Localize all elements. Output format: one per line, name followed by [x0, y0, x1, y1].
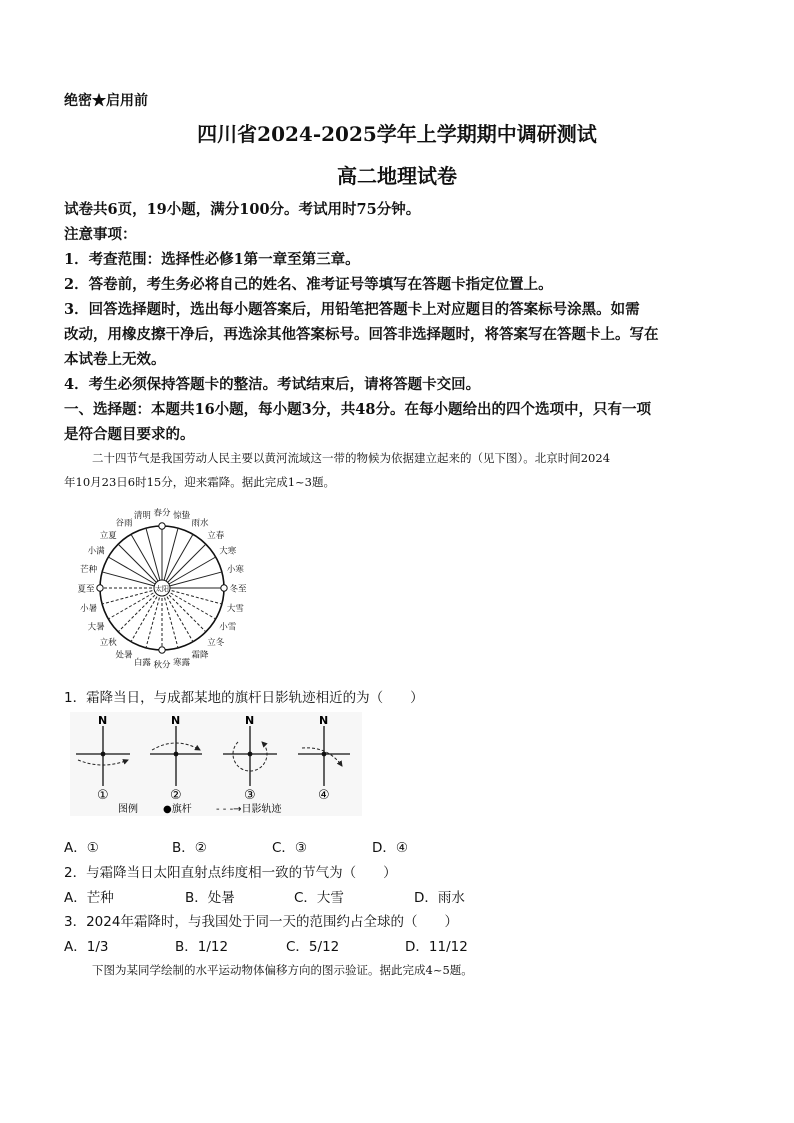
- panel-label: ③: [244, 788, 256, 803]
- solar-term-label: 小暑: [80, 604, 98, 615]
- panel-label: ①: [97, 788, 109, 803]
- solar-term-label: 白露: [133, 657, 151, 668]
- shadow-track-figure: [66, 712, 366, 816]
- spoke: [162, 588, 222, 604]
- solar-term-label: 立春: [207, 530, 225, 541]
- question-2-stem: 2．与霜降当日太阳直射点纬度相一致的节气为（ ）: [64, 865, 397, 881]
- option[interactable]: D．④: [372, 840, 408, 856]
- exam-subtitle: 高二地理试卷: [337, 164, 457, 188]
- option[interactable]: B．②: [172, 840, 207, 856]
- sun-label: 太阳: [155, 585, 169, 593]
- key-term-marker: [97, 585, 103, 591]
- panel-label: ④: [318, 788, 330, 803]
- solar-term-label: 立冬: [207, 638, 225, 649]
- north-label: N: [171, 714, 181, 727]
- question-3-stem: 3．2024年霜降时，与我国处于同一天的范围约占全球的（ ）: [64, 914, 458, 930]
- spoke: [102, 588, 162, 604]
- section-heading: 一、选择题：本题共16小题，每小题3分，共48分。在每小题给出的四个选项中，只有一项: [64, 401, 651, 418]
- passage-text: 二十四节气是我国劳动人民主要以黄河流域这一带的物候为依据建立起来的（见下图）。北京时间2024: [92, 451, 611, 465]
- notice-item: 3．回答选择题时，选出每小题答案后，用铅笔把答题卡上对应题目的答案标号涂黑。如需: [64, 301, 640, 318]
- notice-item: 改动，用橡皮擦干净后，再选涂其他答案标号。回答非选择题时，将答案写在答题卡上。写在: [64, 326, 659, 343]
- solar-term-label: 秋分: [153, 660, 171, 671]
- exam-title: 四川省2024-2025学年上学期期中调研测试: [197, 122, 597, 146]
- key-term-marker: [221, 585, 227, 591]
- option[interactable]: B．1/12: [175, 939, 229, 955]
- solar-term-label: 大雪: [226, 604, 244, 615]
- solar-term-label: 大暑: [87, 622, 105, 633]
- spoke: [102, 572, 162, 588]
- spoke: [162, 588, 206, 632]
- option[interactable]: D．雨水: [414, 890, 465, 906]
- solar-terms-diagram: [60, 500, 270, 672]
- solar-term-label: 大寒: [219, 546, 237, 557]
- solar-term-label: 霜降: [191, 650, 209, 661]
- question-1-stem: 1．霜降当日，与成都某地的旗杆日影轨迹相近的为（ ）: [64, 690, 424, 706]
- spoke: [146, 588, 162, 648]
- solar-term-label: 立夏: [99, 530, 117, 541]
- option[interactable]: B．处暑: [185, 890, 235, 906]
- spoke: [162, 572, 222, 588]
- passage-text: 下图为某同学绘制的水平运动物体偏移方向的图示验证。据此完成4~5题。: [92, 963, 473, 977]
- solar-term-label: 立秋: [99, 638, 117, 649]
- notice-item: 1．考查范围：选择性必修1第一章至第三章。: [64, 251, 360, 268]
- spoke: [146, 528, 162, 588]
- option[interactable]: A．芒种: [64, 890, 114, 906]
- solar-term-label: 谷雨: [115, 518, 133, 529]
- solar-term-label: 清明: [133, 511, 151, 522]
- notice-item: 2．答卷前，考生务必将自己的姓名、准考证号等填写在答题卡指定位置上。: [64, 276, 553, 293]
- solar-term-label: 小满: [87, 546, 105, 557]
- option[interactable]: C．5/12: [286, 939, 340, 955]
- option[interactable]: C．③: [272, 840, 308, 856]
- legend-track: - - -→日影轨迹: [216, 804, 282, 815]
- solar-term-label: 小雪: [219, 622, 237, 633]
- solar-term-label: 惊蛰: [173, 511, 191, 522]
- section-heading-cont: 是符合题目要求的。: [64, 426, 195, 443]
- solar-term-label: 夏至: [77, 584, 95, 595]
- key-term-marker: [159, 523, 165, 529]
- solar-term-label: 处暑: [115, 650, 133, 661]
- north-label: N: [98, 714, 108, 727]
- notice-item: 本试卷上无效。: [64, 351, 166, 368]
- solar-term-label: 寒露: [173, 657, 191, 668]
- legend-title: 图例: [118, 804, 138, 815]
- solar-term-label: 雨水: [191, 518, 209, 529]
- exam-intro: 试卷共6页，19小题，满分100分。考试用时75分钟。: [64, 201, 421, 218]
- spoke: [162, 528, 178, 588]
- north-label: N: [319, 714, 329, 727]
- solar-term-label: 冬至: [229, 584, 247, 595]
- option[interactable]: D．11/12: [405, 939, 468, 955]
- confidential-label: 绝密★启用前: [64, 93, 148, 109]
- solar-term-label: 芒种: [80, 564, 98, 575]
- north-label: N: [245, 714, 255, 727]
- spoke: [162, 588, 178, 648]
- panel-label: ②: [170, 788, 182, 803]
- notice-title: 注意事项：: [64, 226, 137, 243]
- passage-text: 年10月23日6时15分，迎来霜降。据此完成1~3题。: [64, 475, 335, 489]
- option[interactable]: A．①: [64, 840, 99, 856]
- option[interactable]: A．1/3: [64, 939, 109, 955]
- solar-term-label: 小寒: [226, 564, 244, 575]
- notice-item: 4．考生必须保持答题卡的整洁。考试结束后，请将答题卡交回。: [64, 376, 481, 393]
- key-term-marker: [159, 647, 165, 653]
- solar-term-label: 春分: [153, 508, 171, 519]
- option[interactable]: C．大雪: [294, 890, 344, 906]
- legend-flagpole: ●旗杆: [163, 804, 192, 815]
- spoke: [118, 588, 162, 632]
